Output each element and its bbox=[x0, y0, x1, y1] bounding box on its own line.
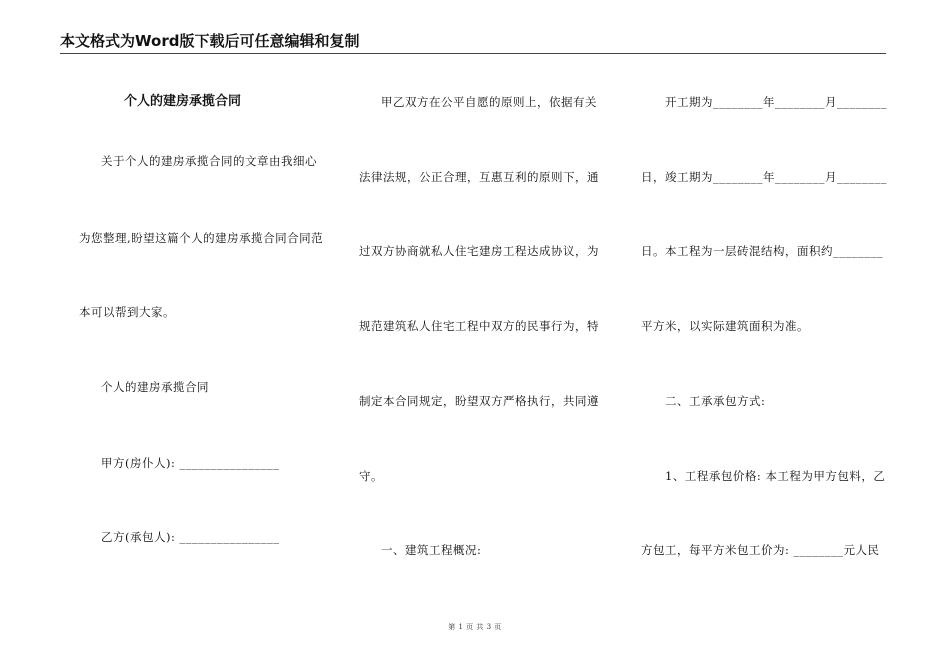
text-line: 本可以帮到大家。 bbox=[79, 305, 175, 319]
text-line: 方包工，每平方米包工价为: ________元人民 bbox=[641, 543, 880, 557]
text-line: 平方米，以实际建筑面积为准。 bbox=[641, 319, 809, 333]
text-line: 开工期为________年________月________ bbox=[665, 95, 887, 109]
page-number: 第 1 页 共 3 页 bbox=[448, 623, 502, 631]
document-banner: 本文格式为Word版下载后可任意编辑和复制 bbox=[60, 32, 360, 50]
text-line: 甲乙双方在公平自愿的原则上，依据有关 bbox=[381, 95, 597, 109]
text-line: 规范建筑私人住宅工程中双方的民事行为，特 bbox=[359, 319, 599, 333]
party-a-field: 甲方(房仆人): ________________ bbox=[101, 456, 280, 470]
text-line: 日，竣工期为________年________月________ bbox=[641, 170, 887, 184]
text-line: 为您整理,盼望这篇个人的建房承揽合同合同范 bbox=[79, 231, 324, 245]
text-line: 守。 bbox=[359, 469, 383, 483]
text-line: 过双方协商就私人住宅建房工程达成协议，为 bbox=[359, 244, 599, 258]
text-line: 法律法规，公正合理，互惠互利的原则下，通 bbox=[359, 170, 599, 184]
text-line: 1、工程承包价格: 本工程为甲方包料，乙 bbox=[665, 469, 886, 483]
section-heading: 一、建筑工程概况: bbox=[381, 543, 482, 557]
text-line: 日。本工程为一层砖混结构，面积约________ bbox=[641, 244, 883, 258]
text-line: 个人的建房承揽合同 bbox=[101, 380, 209, 394]
section-heading: 二、工承承包方式: bbox=[665, 394, 766, 408]
text-line: 制定本合同规定，盼望双方严格执行，共同遵 bbox=[359, 394, 599, 408]
contract-title: 个人的建房承揽合同 bbox=[124, 94, 242, 109]
party-b-field: 乙方(承包人): ________________ bbox=[101, 530, 280, 544]
text-line: 关于个人的建房承揽合同的文章由我细心 bbox=[101, 154, 317, 168]
header-divider bbox=[60, 53, 886, 54]
